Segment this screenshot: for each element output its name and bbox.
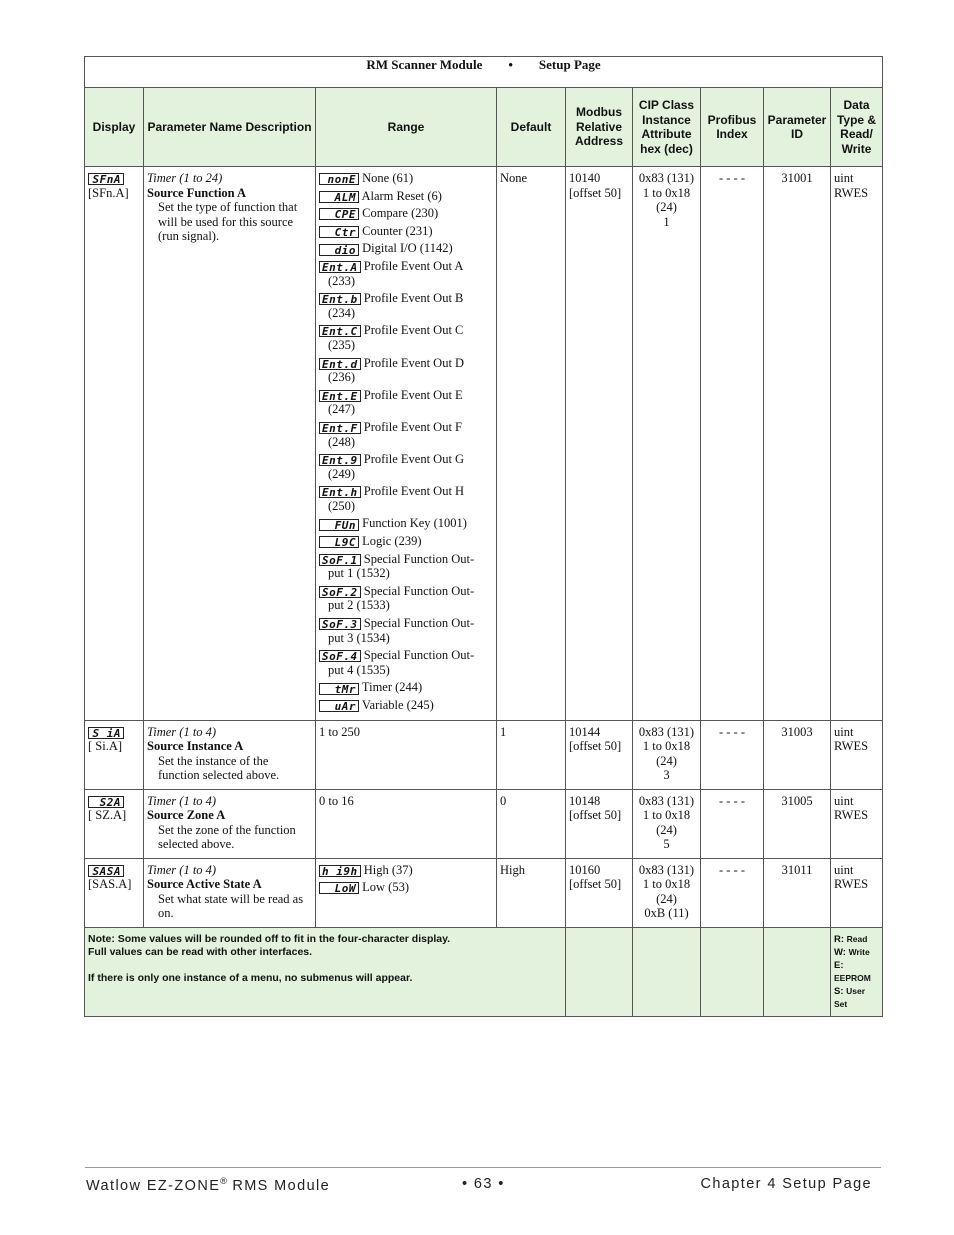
read-write: RWES bbox=[834, 185, 869, 200]
display-cell bbox=[85, 858, 144, 927]
range-option bbox=[319, 259, 493, 288]
profibus-cell: - - - - bbox=[701, 167, 764, 721]
footer-product bbox=[86, 1176, 330, 1194]
display-cell bbox=[85, 167, 144, 721]
range-option-label: Digital I/O (1142) bbox=[362, 241, 453, 256]
range-option-value: put 2 (1533) bbox=[328, 598, 390, 613]
modbus-cell bbox=[566, 167, 633, 721]
legend-value: EEPROM bbox=[834, 972, 871, 983]
default-cell: None bbox=[497, 167, 566, 721]
cip-instance-dec: (24) bbox=[656, 200, 677, 215]
footer-product-name: Watlow EZ-ZONE bbox=[86, 1177, 221, 1194]
legend-value: Read bbox=[846, 933, 868, 944]
range-option-label: Low (53) bbox=[362, 880, 409, 895]
seven-segment-display: SoF.2 bbox=[319, 586, 361, 598]
access-legend bbox=[831, 927, 883, 1016]
modbus-offset: [offset 50] bbox=[569, 877, 622, 892]
range-option bbox=[319, 241, 493, 256]
cip-attribute: 0xB (11) bbox=[644, 906, 689, 921]
range-option bbox=[319, 484, 493, 513]
seven-segment-display: SoF.1 bbox=[319, 554, 361, 566]
table-header-row bbox=[85, 88, 883, 167]
range-option-label: High (37) bbox=[363, 862, 413, 877]
modbus-address: 10140 bbox=[569, 171, 601, 185]
modbus-cell bbox=[566, 858, 633, 927]
display-label: [ SZ.A] bbox=[88, 808, 127, 823]
page-number: • 63 • bbox=[462, 1176, 505, 1192]
range-option-label: Counter (231) bbox=[362, 223, 433, 238]
data-type-cell bbox=[831, 858, 883, 927]
data-type: uint bbox=[834, 171, 854, 185]
seven-segment-display: h i9h bbox=[319, 865, 361, 877]
range-option bbox=[319, 171, 493, 186]
parameter-table-wrapper bbox=[84, 56, 882, 1017]
range-option-value: (250) bbox=[328, 498, 356, 513]
seven-segment-display: tMr bbox=[319, 683, 359, 695]
range-option bbox=[319, 452, 493, 481]
cip-instance: 1 to 0x18 bbox=[642, 185, 691, 200]
range-option-value: put 3 (1534) bbox=[328, 630, 390, 645]
data-type-cell bbox=[831, 789, 883, 858]
seven-segment-display: Ent.C bbox=[319, 325, 361, 337]
param-timer-range: Timer (1 to 4) bbox=[147, 793, 217, 808]
table-title-separator: • bbox=[508, 57, 513, 72]
cip-class: 0x83 (131) bbox=[638, 724, 695, 739]
modbus-offset: [offset 50] bbox=[569, 185, 622, 200]
range-option-label: Profile Event Out A bbox=[363, 258, 464, 273]
range-option-label: Profile Event Out D bbox=[363, 355, 465, 370]
cip-class: 0x83 (131) bbox=[638, 793, 695, 808]
profibus-cell: - - - - bbox=[701, 789, 764, 858]
footnote-cell bbox=[85, 927, 566, 1016]
param-name: Source Instance A bbox=[147, 739, 244, 754]
range-option-label: Logic (239) bbox=[362, 534, 422, 549]
table-title-row bbox=[85, 57, 883, 88]
display-label: [SFn.A] bbox=[88, 185, 129, 200]
param-name-cell bbox=[144, 858, 316, 927]
range-option bbox=[319, 189, 493, 204]
range-option bbox=[319, 388, 493, 417]
profibus-cell: - - - - bbox=[701, 858, 764, 927]
modbus-cell bbox=[566, 789, 633, 858]
range-option bbox=[319, 420, 493, 449]
range-option-label: Profile Event Out C bbox=[363, 323, 464, 338]
range-option-label: Special Function Out- bbox=[363, 648, 475, 663]
seven-segment-display: S2A bbox=[88, 796, 124, 808]
range-option-label: Profile Event Out E bbox=[363, 387, 463, 402]
footnote-line: Full values can be read with other interfaces. bbox=[88, 945, 313, 958]
range-option-value: (234) bbox=[328, 305, 356, 320]
range-option bbox=[319, 863, 493, 878]
param-id-cell: 31005 bbox=[764, 789, 831, 858]
cip-instance: 1 to 0x18 bbox=[642, 808, 691, 823]
legend-item bbox=[834, 946, 879, 959]
footnote-empty-cell bbox=[566, 927, 633, 1016]
footnote-spacer bbox=[88, 959, 562, 972]
header-param-id: Parameter ID bbox=[764, 88, 831, 167]
range-option bbox=[319, 224, 493, 239]
read-write: RWES bbox=[834, 739, 869, 754]
range-option-label: None (61) bbox=[362, 171, 414, 185]
legend-value: Write bbox=[848, 946, 870, 957]
range-option-value: put 1 (1532) bbox=[328, 566, 390, 581]
seven-segment-display: Ent.9 bbox=[319, 454, 361, 466]
range-cell bbox=[316, 858, 497, 927]
range-option bbox=[319, 552, 493, 581]
data-type: uint bbox=[834, 793, 854, 808]
seven-segment-display: FUn bbox=[319, 519, 359, 531]
range-cell: 1 to 250 bbox=[316, 720, 497, 789]
seven-segment-display: Ent.E bbox=[319, 390, 361, 402]
header-param-name: Parameter Name Description bbox=[144, 88, 316, 167]
param-description: Set the type of function that will be used for this source (run signal). bbox=[158, 200, 298, 244]
parameter-table bbox=[84, 56, 883, 1017]
cip-attribute: 5 bbox=[663, 837, 670, 852]
table-title-page: Setup Page bbox=[538, 57, 601, 72]
seven-segment-display: Ent.F bbox=[319, 422, 361, 434]
range-option-label: Timer (244) bbox=[361, 680, 423, 695]
table-title bbox=[85, 57, 883, 88]
header-display: Display bbox=[85, 88, 144, 167]
range-option bbox=[319, 516, 493, 531]
footnote-empty-cell bbox=[633, 927, 701, 1016]
range-option bbox=[319, 648, 493, 677]
param-name: Source Active State A bbox=[147, 877, 262, 892]
header-default: Default bbox=[497, 88, 566, 167]
cip-cell bbox=[633, 789, 701, 858]
seven-segment-display: Ctr bbox=[319, 226, 359, 238]
seven-segment-display: CPE bbox=[319, 208, 359, 220]
legend-key: S: bbox=[834, 985, 844, 997]
range-option-value: (235) bbox=[328, 337, 356, 352]
range-option bbox=[319, 291, 493, 320]
table-row bbox=[85, 789, 883, 858]
read-write: RWES bbox=[834, 808, 869, 823]
data-type: uint bbox=[834, 724, 854, 739]
param-id-cell: 31001 bbox=[764, 167, 831, 721]
default-cell: 0 bbox=[497, 789, 566, 858]
cip-cell bbox=[633, 167, 701, 721]
display-label: [SAS.A] bbox=[88, 877, 132, 892]
range-option-value: (233) bbox=[328, 273, 356, 288]
footer-rule bbox=[85, 1167, 881, 1168]
range-option bbox=[319, 584, 493, 613]
legend-key: W: bbox=[834, 946, 846, 958]
range-option-label: Profile Event Out H bbox=[363, 484, 465, 499]
seven-segment-display: S iA bbox=[88, 727, 124, 739]
footnote-empty-cell bbox=[701, 927, 764, 1016]
footer-chapter: Chapter 4 Setup Page bbox=[700, 1176, 872, 1192]
range-option-label: Variable (245) bbox=[361, 698, 434, 712]
default-cell: 1 bbox=[497, 720, 566, 789]
seven-segment-display: SoF.4 bbox=[319, 650, 361, 662]
seven-segment-display: SoF.3 bbox=[319, 618, 361, 630]
seven-segment-display: Ent.A bbox=[319, 261, 361, 273]
footnote-empty-cell bbox=[764, 927, 831, 1016]
param-name-cell bbox=[144, 789, 316, 858]
cip-attribute: 3 bbox=[663, 768, 670, 783]
legend-value: User Set bbox=[834, 985, 866, 1009]
range-option bbox=[319, 616, 493, 645]
range-option-label: Special Function Out- bbox=[363, 583, 475, 598]
seven-segment-display: Ent.d bbox=[319, 358, 361, 370]
range-option-label: Profile Event Out G bbox=[363, 452, 465, 467]
cip-instance: 1 to 0x18 bbox=[642, 739, 691, 754]
legend-item bbox=[834, 985, 879, 1011]
range-option-label: Alarm Reset (6) bbox=[361, 188, 442, 203]
cip-instance: 1 to 0x18 bbox=[642, 877, 691, 892]
data-type: uint bbox=[834, 862, 854, 877]
header-data-type: Data Type & Read/ Write bbox=[831, 88, 883, 167]
legend-key: E: bbox=[834, 959, 844, 971]
table-title-module: RM Scanner Module bbox=[366, 57, 483, 72]
seven-segment-display: SFnA bbox=[88, 173, 124, 185]
param-id-cell: 31003 bbox=[764, 720, 831, 789]
range-option bbox=[319, 680, 493, 695]
range-option bbox=[319, 323, 493, 352]
legend-key: R: bbox=[834, 933, 845, 945]
modbus-offset: [offset 50] bbox=[569, 739, 622, 754]
range-option bbox=[319, 534, 493, 549]
read-write: RWES bbox=[834, 877, 869, 892]
param-description: Set the instance of the function selected above. bbox=[158, 753, 280, 783]
seven-segment-display: Ent.h bbox=[319, 486, 361, 498]
cip-class: 0x83 (131) bbox=[638, 171, 695, 185]
seven-segment-display: Ent.b bbox=[319, 293, 361, 305]
seven-segment-display: dio bbox=[319, 244, 359, 256]
range-option-value: (249) bbox=[328, 466, 356, 481]
param-timer-range: Timer (1 to 24) bbox=[147, 171, 223, 185]
table-row bbox=[85, 720, 883, 789]
table-row bbox=[85, 167, 883, 721]
cip-cell bbox=[633, 720, 701, 789]
default-cell: High bbox=[497, 858, 566, 927]
cip-instance-dec: (24) bbox=[656, 891, 677, 906]
range-list bbox=[319, 863, 493, 895]
registered-mark: ® bbox=[220, 1176, 227, 1186]
header-modbus: Modbus Relative Address bbox=[566, 88, 633, 167]
param-timer-range: Timer (1 to 4) bbox=[147, 862, 217, 877]
modbus-address: 10160 bbox=[569, 862, 601, 877]
param-description: Set the zone of the function selected above. bbox=[158, 822, 296, 852]
display-cell bbox=[85, 720, 144, 789]
cip-attribute: 1 bbox=[663, 214, 670, 229]
footnote-line: If there is only one instance of a menu, no submenus will appear. bbox=[88, 971, 413, 984]
seven-segment-display: ALM bbox=[319, 191, 359, 203]
range-cell: 0 to 16 bbox=[316, 789, 497, 858]
range-option bbox=[319, 206, 493, 221]
header-range: Range bbox=[316, 88, 497, 167]
display-cell bbox=[85, 789, 144, 858]
header-profibus: Profibus Index bbox=[701, 88, 764, 167]
cip-instance-dec: (24) bbox=[656, 822, 677, 837]
modbus-cell bbox=[566, 720, 633, 789]
modbus-address: 10148 bbox=[569, 793, 601, 808]
cip-instance-dec: (24) bbox=[656, 753, 677, 768]
range-option-label: Special Function Out- bbox=[363, 551, 475, 566]
header-cip: CIP Class Instance Attribute hex (dec) bbox=[633, 88, 701, 167]
range-option-label: Profile Event Out B bbox=[363, 291, 464, 306]
range-cell bbox=[316, 167, 497, 721]
range-option-label: Special Function Out- bbox=[363, 616, 475, 631]
range-option-label: Compare (230) bbox=[362, 206, 439, 221]
param-description: Set what state will be read as on. bbox=[158, 891, 304, 921]
legend-item bbox=[834, 959, 879, 985]
range-option bbox=[319, 356, 493, 385]
range-option-label: Function Key (1001) bbox=[362, 516, 467, 531]
range-option bbox=[319, 698, 493, 713]
data-type-cell bbox=[831, 720, 883, 789]
param-id-cell: 31011 bbox=[764, 858, 831, 927]
footer-product-tail: RMS Module bbox=[226, 1177, 331, 1194]
range-option-value: put 4 (1535) bbox=[328, 662, 390, 677]
seven-segment-display: L9C bbox=[319, 536, 359, 548]
modbus-offset: [offset 50] bbox=[569, 808, 622, 823]
param-name-cell bbox=[144, 167, 316, 721]
legend-item bbox=[834, 933, 879, 946]
range-option-value: (248) bbox=[328, 434, 356, 449]
profibus-cell: - - - - bbox=[701, 720, 764, 789]
table-row bbox=[85, 858, 883, 927]
cip-class: 0x83 (131) bbox=[638, 862, 695, 877]
seven-segment-display: SASA bbox=[88, 865, 124, 877]
seven-segment-display: LoW bbox=[319, 882, 359, 894]
table-footnote-row bbox=[85, 927, 883, 1016]
range-option-label: Profile Event Out F bbox=[363, 419, 463, 434]
modbus-address: 10144 bbox=[569, 724, 601, 739]
cip-cell bbox=[633, 858, 701, 927]
range-list bbox=[319, 171, 493, 713]
seven-segment-display: uAr bbox=[319, 700, 359, 712]
param-name: Source Zone A bbox=[147, 808, 226, 823]
param-name-cell bbox=[144, 720, 316, 789]
display-label: [ Si.A] bbox=[88, 739, 123, 754]
range-option-value: (247) bbox=[328, 402, 356, 417]
range-option bbox=[319, 880, 493, 895]
param-timer-range: Timer (1 to 4) bbox=[147, 724, 217, 739]
footnote-line: Note: Some values will be rounded off to fit in the four-character display. bbox=[88, 932, 451, 945]
range-option-value: (236) bbox=[328, 370, 356, 385]
param-name: Source Function A bbox=[147, 185, 247, 200]
data-type-cell bbox=[831, 167, 883, 721]
seven-segment-display: nonE bbox=[319, 173, 359, 185]
